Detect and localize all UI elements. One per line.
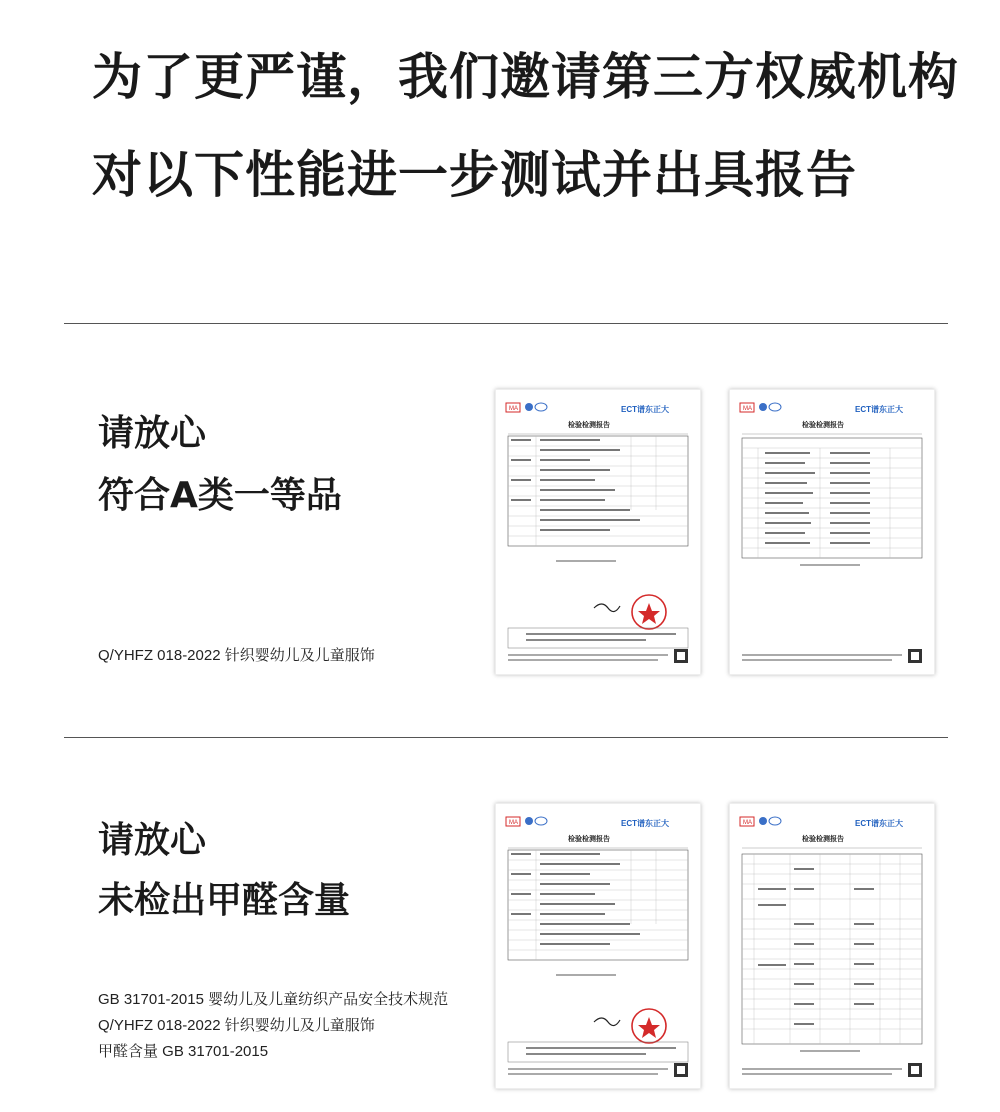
report-page-2b <box>729 803 935 1089</box>
divider-middle <box>64 737 948 738</box>
section-grade-title-1: 请放心 <box>98 413 207 454</box>
section-formaldehyde-note-1: GB 31701-2015 婴幼儿及儿童纺织产品安全技术规范 <box>98 991 449 1008</box>
ect-logo: ECT谱东正大 <box>621 405 669 414</box>
section-formaldehyde-title-2: 未检出甲醛含量 <box>98 880 351 921</box>
section-formaldehyde-note-2: Q/YHFZ 018-2022 针织婴幼儿及儿童服饰 <box>98 1017 375 1034</box>
report-page-graphic <box>730 390 934 674</box>
report-page-1b <box>729 389 935 675</box>
ect-logo: ECT谱东正大 <box>621 819 669 828</box>
headline <box>92 28 972 224</box>
section-grade-title-2: 符合A类一等品 <box>98 475 342 516</box>
headline-line-1: 为了更严谨，我们邀请第三方权威机构 <box>92 48 959 106</box>
section-grade-note-1: Q/YHFZ 018-2022 针织婴幼儿及儿童服饰 <box>98 647 375 664</box>
ect-logo: ECT谱东正大 <box>855 819 903 828</box>
report-page-graphic <box>730 804 934 1088</box>
headline-line-2: 对以下性能进一步测试并出具报告 <box>92 146 857 204</box>
cma-mark: MA <box>509 820 518 826</box>
divider-top <box>64 323 948 324</box>
cma-mark: MA <box>743 406 752 412</box>
report-page-graphic <box>496 804 700 1088</box>
cma-mark: MA <box>743 820 752 826</box>
section-formaldehyde-note-3: 甲醛含量 GB 31701-2015 <box>98 1043 269 1060</box>
section-formaldehyde-title-1: 请放心 <box>98 820 207 861</box>
report-page-graphic <box>496 390 700 674</box>
cma-mark: MA <box>509 406 518 412</box>
report-title: 检验检测报告 <box>568 836 610 843</box>
report-title: 检验检测报告 <box>802 422 844 429</box>
report-title: 检验检测报告 <box>802 836 844 843</box>
report-page-2a <box>495 803 701 1089</box>
report-title: 检验检测报告 <box>568 422 610 429</box>
report-page-1a <box>495 389 701 675</box>
ect-logo: ECT谱东正大 <box>855 405 903 414</box>
